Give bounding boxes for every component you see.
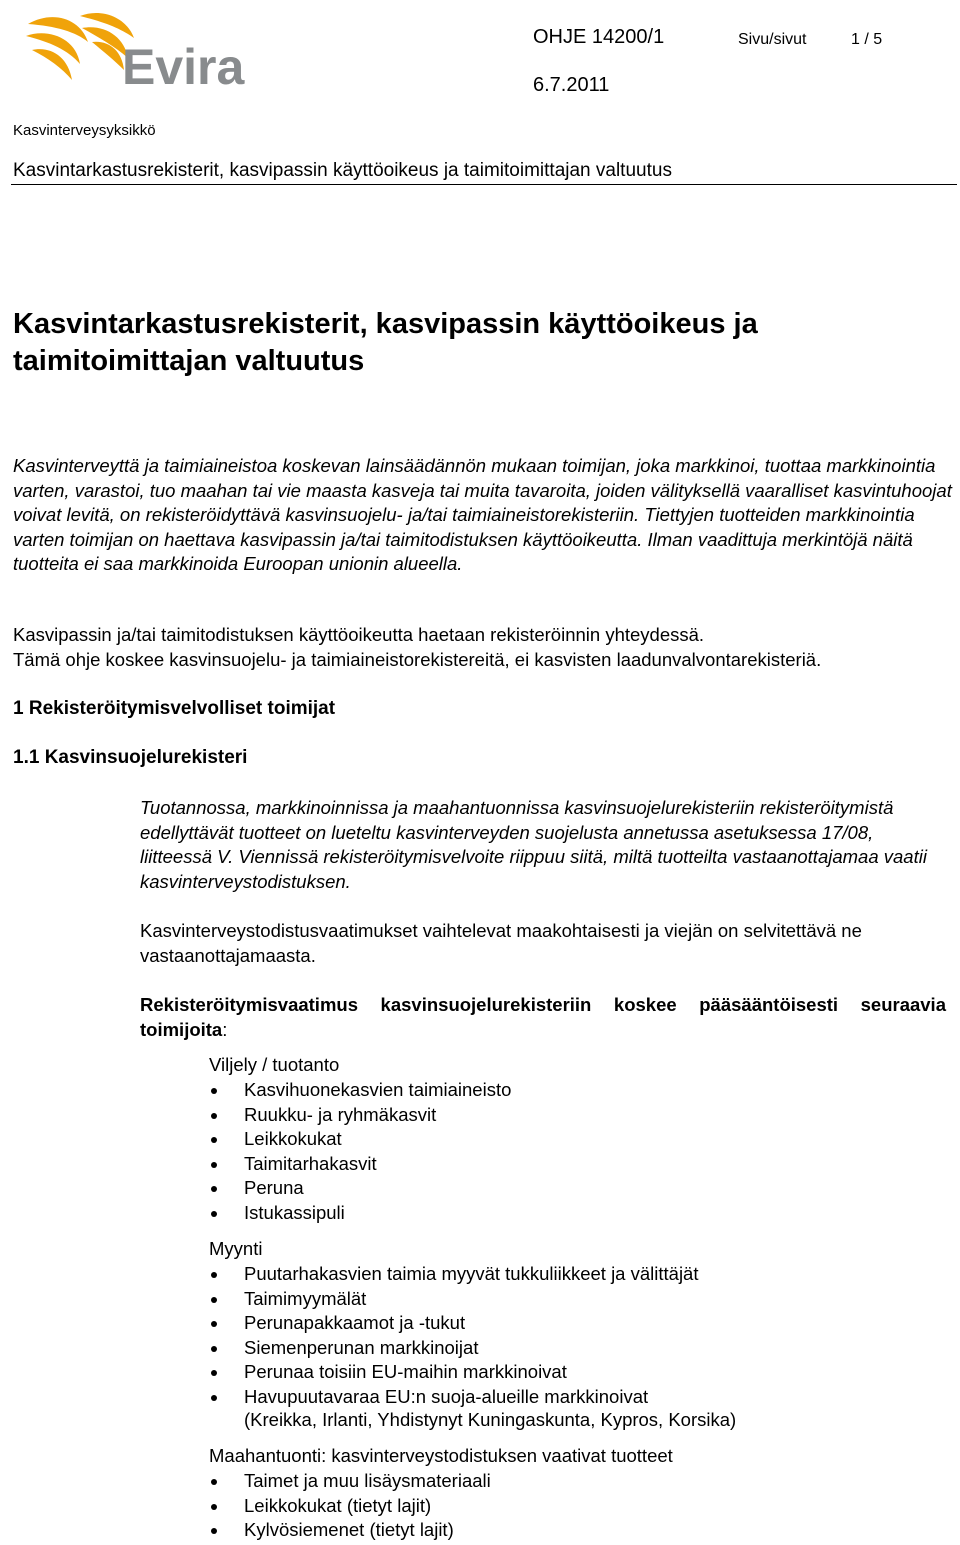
scope-line-1: Kasvipassin ja/tai taimitodistuksen käyttöoikeutta haetaan rekisteröinnin yhteydessä.	[13, 624, 705, 645]
list-item-text: Leikkokukat	[244, 1128, 342, 1150]
list-item	[209, 1336, 698, 1361]
bullet-icon	[211, 1272, 217, 1278]
unit-name: Kasvinterveysyksikkö	[13, 122, 156, 139]
bullet-icon	[211, 1346, 217, 1352]
section-heading-1-1: 1.1 Kasvinsuojelurekisteri	[13, 747, 248, 768]
scope-line-2: Tämä ohje koskee kasvinsuojelu- ja taimiaineistorekistereitä, ei kasvisten laadunvalvontarekisteriä.	[13, 648, 822, 670]
list-item-text: Havupuutavaraa EU:n suoja-alueille markkinoivat	[244, 1385, 649, 1407]
section-italic-paragraph: Tuotannossa, markkinoinnissa ja maahantuonnissa kasvinsuojelurekisteriin rekisteröitymistä edellyttävät tuotteet on lueteltu kasvinterveyden suojelusta annetussa asetuksessa 17/08, liitteessä V. Viennissä rekisteröitymisvelvoite riippuu siitä, miltä tuotteilta vastaanottajamaa vaatii kasvinterveystodistuksen.	[140, 797, 927, 892]
bullet-icon	[211, 1528, 217, 1534]
list-item	[209, 1127, 511, 1152]
list-item-text: Taimet ja muu lisäysmateriaali	[244, 1470, 491, 1491]
bullet-icon	[211, 1370, 217, 1376]
bullet-icon	[211, 1297, 217, 1303]
list-item-text: Leikkokukat (tietyt lajit)	[244, 1494, 432, 1516]
list-item	[209, 1287, 698, 1312]
list-item-text: Istukassipuli	[244, 1201, 345, 1223]
list-item	[209, 1469, 491, 1494]
page-label: Sivu/sivut	[738, 31, 807, 48]
list-item	[209, 1385, 698, 1410]
document-code: OHJE 14200/1	[533, 26, 665, 48]
bullet-icon	[211, 1162, 217, 1168]
logo-wing-3	[32, 49, 72, 80]
intro-paragraph: Kasvinterveyttä ja taimiaineistoa koskevan lainsäädännön mukaan toimijan, joka markkinoi, tuottaa markkinointia varten, varastoi, tuo maahan tai vie maasta kasveja tai muita tavaroita, joiden välityksellä vaaralliset kasvintuhoojat voivat levitä, on rekisteröidyttävä kasvinsuojelu- ja/tai taimiaineistorekisteriin. Tiettyjen tuotteiden markkinointia varten toimijan on haettava kasvipassin ja/tai taimitodistuksen käyttöoikeutta. Ilman vaadittuja merkintöjä näitä tuotteita ei saa markkinoida Euroopan unionin alueella.	[13, 455, 952, 575]
scope-paragraph	[13, 623, 958, 672]
document-date: 6.7.2011	[533, 74, 610, 96]
bullet-icon	[211, 1395, 217, 1401]
bullet-icon	[211, 1321, 217, 1327]
list-item-text: Ruukku- ja ryhmäkasvit	[244, 1103, 437, 1125]
list-item	[209, 1311, 698, 1336]
logo-wordmark: Evira	[122, 39, 245, 90]
list-cultivation	[209, 1078, 511, 1226]
list-item-text: Kylvösiemenet (tietyt lajit)	[244, 1519, 454, 1541]
list-sales	[209, 1262, 698, 1410]
list-item	[209, 1152, 511, 1177]
list-item-text: Taimitarhakasvit	[244, 1152, 377, 1174]
evira-logo-graphic	[22, 10, 274, 90]
bullet-icon	[211, 1113, 217, 1119]
bullet-icon	[211, 1504, 217, 1510]
list-item-text: Siemenperunan markkinoijat	[244, 1336, 479, 1358]
page-title: Kasvintarkastusrekisterit, kasvipassin käyttöoikeus ja taimitoimittajan valtuutus	[13, 308, 758, 377]
list-item	[209, 1103, 511, 1128]
group-title-cultivation: Viljely / tuotanto	[209, 1054, 340, 1075]
list-item-text: Taimimyymälät	[244, 1287, 367, 1309]
section-plain-paragraph: Kasvinterveystodistusvaatimukset vaihtelevat maakohtaisesti ja viejän on selvitettävä ne vastaanottajamaasta.	[140, 920, 862, 966]
list-item-continuation: (Kreikka, Irlanti, Yhdistynyt Kuningaskunta, Kypros, Korsika)	[244, 1409, 737, 1430]
list-item-text: Kasvihuonekasvien taimiaineisto	[244, 1079, 512, 1100]
requirement-paragraph	[140, 993, 946, 1042]
header-title: Kasvintarkastusrekisterit, kasvipassin käyttöoikeus ja taimitoimittajan valtuutus	[13, 160, 672, 181]
page-number: 1 / 5	[851, 31, 883, 48]
list-item	[209, 1494, 491, 1519]
group-title-import: Maahantuonti: kasvinterveystodistuksen vaativat tuotteet	[209, 1445, 673, 1466]
list-item	[209, 1176, 511, 1201]
group-title-sales: Myynti	[209, 1238, 263, 1259]
section-heading-1: 1 Rekisteröitymisvelvolliset toimijat	[13, 698, 336, 719]
list-item	[209, 1262, 698, 1287]
list-item-text: Puutarhakasvien taimia myyvät tukkuliikkeet ja välittäjät	[244, 1263, 699, 1284]
bullet-icon	[211, 1137, 217, 1143]
bullet-icon	[211, 1479, 217, 1485]
list-item	[209, 1360, 698, 1385]
list-item	[209, 1078, 511, 1103]
header-divider	[11, 184, 957, 185]
list-item	[209, 1201, 511, 1226]
list-import	[209, 1469, 491, 1543]
requirement-bold-text: Rekisteröitymisvaatimus kasvinsuojelurekisteriin koskee pääsääntöisesti seuraavia toimijoita	[140, 994, 946, 1040]
evira-logo	[22, 10, 274, 90]
requirement-colon: :	[222, 1018, 228, 1040]
list-item-text: Perunaa toisiin EU-maihin markkinoivat	[244, 1361, 567, 1383]
bullet-icon	[211, 1211, 217, 1217]
list-item	[209, 1518, 491, 1543]
bullet-icon	[211, 1088, 217, 1094]
list-item-text: Perunapakkaamot ja -tukut	[244, 1312, 466, 1334]
bullet-icon	[211, 1186, 217, 1192]
list-item-text: Peruna	[244, 1177, 304, 1199]
